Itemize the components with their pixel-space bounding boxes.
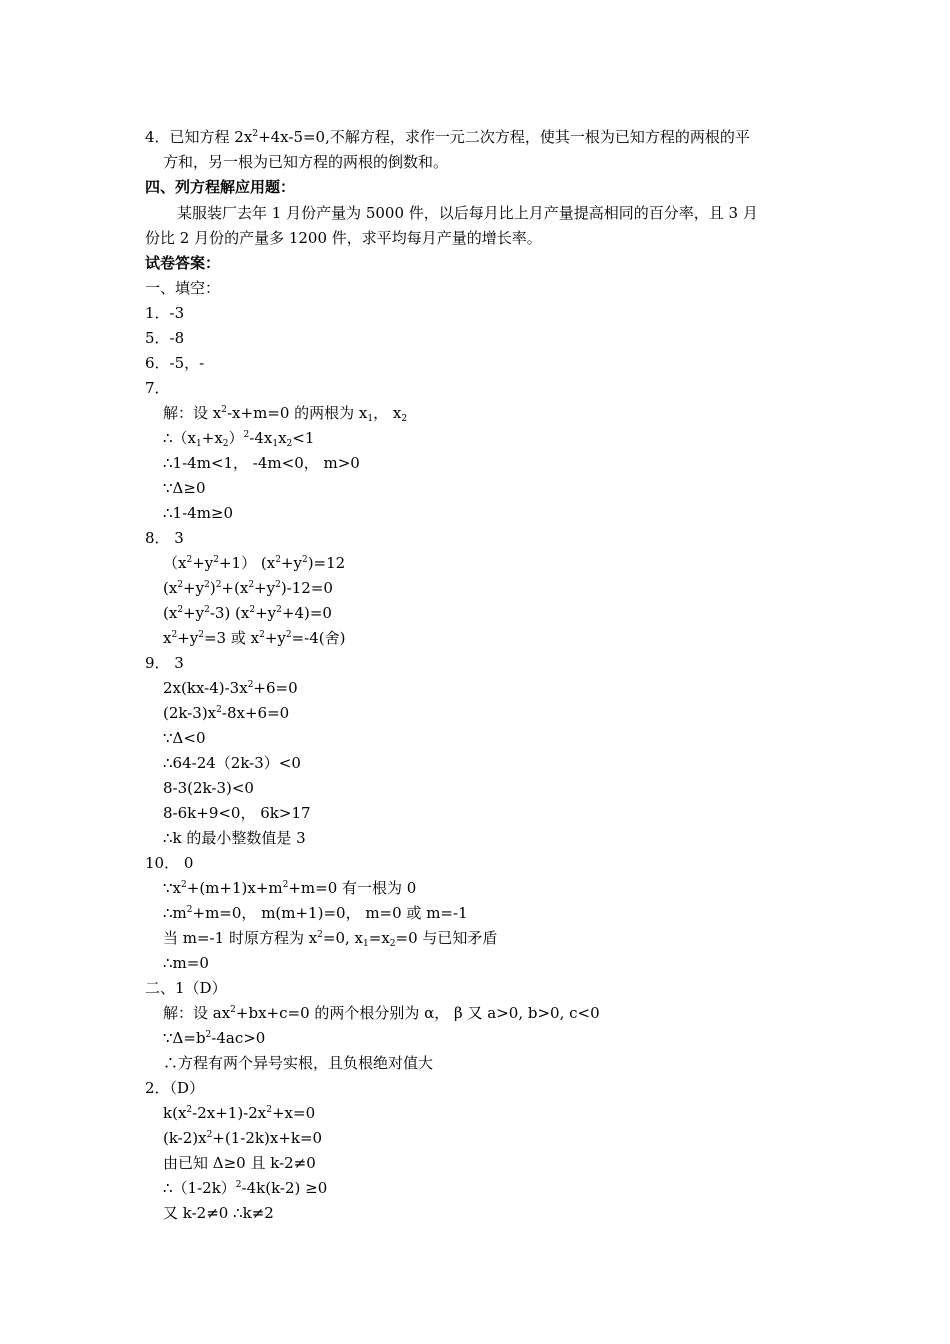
- text-line: $(x^2+y^2+1)$ $(x^2+y^2)=12$: [163, 554, 346, 572]
- text-line: 当 m=-1 时原方程为 $x^2=0$, $x_1=x_2=0$ 与已知矛盾: [163, 929, 498, 949]
- text-line: 一、填空：: [145, 279, 221, 297]
- text-line: $(x^2+y^2-3)$ $(x^2+y^2+4)=0$: [163, 604, 332, 622]
- text-line: $\because\Delta=b^2-4ac>0$: [163, 1029, 266, 1047]
- text-line: 1．-3: [145, 304, 185, 322]
- text-line: 8． 3: [145, 529, 184, 547]
- text-line: 8-3(2k-3)<0: [163, 779, 254, 797]
- text-line: $(2k-3)x^2-8x+6=0$: [163, 704, 290, 722]
- section-heading: 四、列方程解应用题：: [145, 178, 296, 196]
- section-heading: 试卷答案：: [145, 254, 221, 272]
- text-line: $x^2+y^2=3$ 或 $x^2+y^2=-4$(舍): [163, 629, 346, 647]
- text-line: $\because x^2+(m+1)x+m^2+m=0$ 有一根为 0: [163, 879, 417, 897]
- text-line: ∵Δ≥0: [163, 479, 206, 497]
- text-line: 4．已知方程 $2x^2+4x-5=0$,不解方程，求作一元二次方程，使其一根为已知方程的两根的平: [145, 128, 750, 146]
- text-line: $k(x^2-2x+1)-2x^2+x=0$: [163, 1104, 316, 1122]
- text-line: ∴1-4m<1， -4m<0， m>0: [163, 454, 360, 472]
- text-line: 10． 0: [145, 854, 194, 872]
- text-line: 二、1（D）: [145, 979, 227, 997]
- text-line: $\therefore(1-2k)^2-4k(k-2) \ge 0$: [163, 1179, 328, 1197]
- text-line: 由已知 Δ≥0 且 k-2≠0: [163, 1154, 316, 1172]
- text-line: ∴方程有两个异号实根，且负根绝对值大: [163, 1054, 434, 1072]
- text-line: 解：设 $ax^2+bx+c=0$ 的两个根分别为 α， β 又 a>0, b>0, c<0: [163, 1004, 600, 1022]
- text-line: 9． 3: [145, 654, 184, 672]
- text-line: ∴m=0: [163, 954, 209, 972]
- text-line: 某服装厂去年 1 月份产量为 5000 件，以后每月比上月产量提高相同的百分率，且 3 月: [177, 204, 758, 222]
- text-line: ∴1-4m≥0: [163, 504, 234, 522]
- text-line: ∵Δ<0: [163, 729, 206, 747]
- text-line: 6．-5，-: [145, 354, 205, 372]
- text-line: ∴k 的最小整数值是 3: [163, 829, 306, 847]
- text-line: $2x(kx-4)-3x^2+6=0$: [163, 679, 298, 697]
- text-line: 份比 2 月份的产量多 1200 件，求平均每月产量的增长率。: [145, 229, 542, 247]
- text-line: $\therefore(x_1+x_2)^2-4x_1x_2<1$: [163, 429, 315, 449]
- text-line: 解：设 $x^2-x+m=0$ 的两根为 $x_1$， $x_2$: [163, 404, 408, 424]
- text-line: 5．-8: [145, 329, 185, 347]
- text-line: $(x^2+y^2)^2+(x^2+y^2)-12=0$: [163, 579, 333, 597]
- text-line: 8-6k+9<0， 6k>17: [163, 804, 311, 822]
- text-line: 2．（D）: [145, 1079, 205, 1097]
- text-line: 7．: [145, 379, 170, 397]
- text-line: ∴64-24（2k-3）<0: [163, 754, 301, 772]
- text-line: $\therefore m^2+m=0$， m(m+1)=0， m=0 或 m=-1: [163, 904, 468, 922]
- text-line: 方和，另一根为已知方程的两根的倒数和。: [163, 153, 449, 171]
- text-line: $(k-2)x^2+(1-2k)x+k=0$: [163, 1129, 323, 1147]
- text-line: 又 k-2≠0 ∴k≠2: [163, 1204, 274, 1222]
